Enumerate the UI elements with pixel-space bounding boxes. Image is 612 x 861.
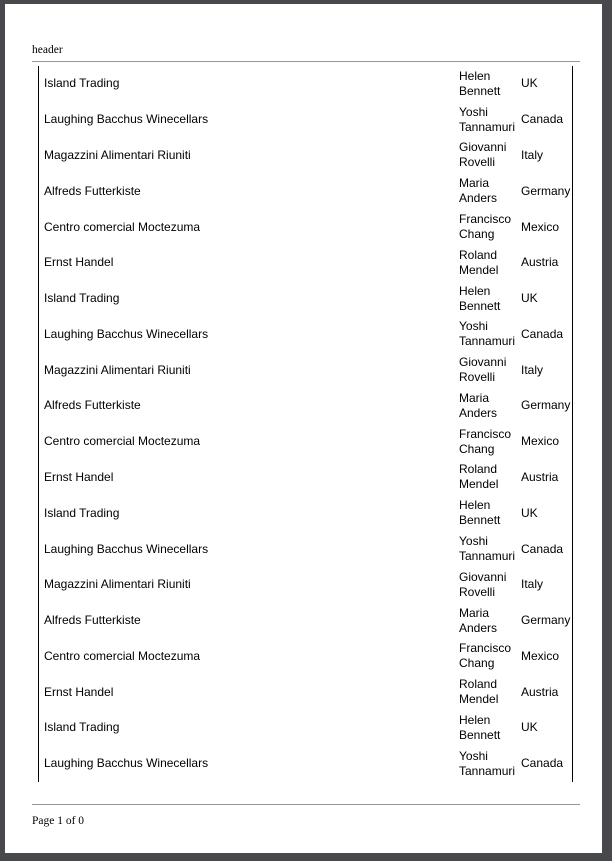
company-cell: Ernst Handel xyxy=(44,684,114,699)
table-row xyxy=(39,639,572,675)
company-cell: Ernst Handel xyxy=(44,255,114,270)
contact-cell: Helen Bennett xyxy=(459,712,501,742)
table-row xyxy=(39,460,572,496)
company-cell: Magazzini Alimentari Riuniti xyxy=(44,577,191,592)
company-cell: Alfreds Futterkiste xyxy=(44,613,141,628)
contact-cell: Yoshi Tannamuri xyxy=(459,748,516,778)
company-cell: Centro comercial Moctezuma xyxy=(44,434,201,449)
country-cell: Austria xyxy=(521,255,559,270)
contact-cell: Giovanni Rovelli xyxy=(459,569,507,599)
company-cell: Alfreds Futterkiste xyxy=(44,398,141,413)
company-cell: Laughing Bacchus Winecellars xyxy=(44,756,209,771)
document-page xyxy=(5,4,602,853)
contact-cell: Yoshi Tannamuri xyxy=(459,319,516,349)
customers-table-body xyxy=(39,66,572,782)
country-cell: Italy xyxy=(521,147,544,162)
customers-table xyxy=(38,66,573,782)
company-cell: Island Trading xyxy=(44,720,120,735)
contact-cell: Yoshi Tannamuri xyxy=(459,534,516,564)
country-cell: Italy xyxy=(521,577,544,592)
contact-cell: Giovanni Rovelli xyxy=(459,355,507,385)
country-cell: UK xyxy=(521,291,538,306)
country-cell: Austria xyxy=(521,469,559,484)
company-cell: Centro comercial Moctezuma xyxy=(44,219,201,234)
table-row xyxy=(39,173,572,209)
contact-cell: Roland Mendel xyxy=(459,247,499,277)
country-cell: Mexico xyxy=(521,648,560,663)
country-cell: UK xyxy=(521,720,538,735)
country-cell: Germany xyxy=(521,613,571,628)
company-cell: Alfreds Futterkiste xyxy=(44,183,141,198)
page-footer-text: Page 1 of 0 xyxy=(32,815,85,827)
table-row xyxy=(39,102,572,138)
company-cell: Magazzini Alimentari Riuniti xyxy=(44,147,191,162)
contact-cell: Francisco Chang xyxy=(459,426,512,456)
contact-cell: Roland Mendel xyxy=(459,677,499,707)
contact-cell: Maria Anders xyxy=(459,176,498,206)
table-row xyxy=(39,424,572,460)
contact-cell: Helen Bennett xyxy=(459,283,501,313)
country-cell: Italy xyxy=(521,362,544,377)
country-cell: Canada xyxy=(521,326,564,341)
table-row xyxy=(39,710,572,746)
country-cell: Canada xyxy=(521,541,564,556)
table-row xyxy=(39,281,572,317)
company-cell: Island Trading xyxy=(44,76,120,91)
table-row xyxy=(39,746,572,782)
table-row xyxy=(39,603,572,639)
table-row xyxy=(39,138,572,174)
table-row xyxy=(39,388,572,424)
table-row xyxy=(39,316,572,352)
company-cell: Laughing Bacchus Winecellars xyxy=(44,112,209,127)
country-cell: Mexico xyxy=(521,219,560,234)
contact-cell: Francisco Chang xyxy=(459,212,512,242)
company-cell: Island Trading xyxy=(44,291,120,306)
contact-cell: Giovanni Rovelli xyxy=(459,140,507,170)
contact-cell: Roland Mendel xyxy=(459,462,499,492)
header-separator-line xyxy=(32,61,580,62)
country-cell: Austria xyxy=(521,684,559,699)
company-cell: Centro comercial Moctezuma xyxy=(44,648,201,663)
country-cell: Germany xyxy=(521,398,571,413)
table-row xyxy=(39,567,572,603)
contact-cell: Maria Anders xyxy=(459,605,498,635)
table-row xyxy=(39,531,572,567)
contact-cell: Francisco Chang xyxy=(459,641,512,671)
contact-cell: Helen Bennett xyxy=(459,68,501,98)
table-row xyxy=(39,209,572,245)
table-row xyxy=(39,352,572,388)
country-cell: UK xyxy=(521,76,538,91)
page-header-text: header xyxy=(32,44,63,56)
country-cell: Germany xyxy=(521,183,571,198)
country-cell: UK xyxy=(521,505,538,520)
company-cell: Island Trading xyxy=(44,505,120,520)
table-row xyxy=(39,674,572,710)
table-row xyxy=(39,495,572,531)
country-cell: Canada xyxy=(521,756,564,771)
contact-cell: Helen Bennett xyxy=(459,498,501,528)
customers-table-grid xyxy=(39,66,572,782)
table-row xyxy=(39,66,572,102)
contact-cell: Maria Anders xyxy=(459,390,498,420)
company-cell: Laughing Bacchus Winecellars xyxy=(44,326,209,341)
footer-separator-line xyxy=(32,804,580,805)
table-row xyxy=(39,245,572,281)
company-cell: Laughing Bacchus Winecellars xyxy=(44,541,209,556)
contact-cell: Yoshi Tannamuri xyxy=(459,104,516,134)
country-cell: Mexico xyxy=(521,434,560,449)
company-cell: Ernst Handel xyxy=(44,469,114,484)
company-cell: Magazzini Alimentari Riuniti xyxy=(44,362,191,377)
country-cell: Canada xyxy=(521,112,564,127)
